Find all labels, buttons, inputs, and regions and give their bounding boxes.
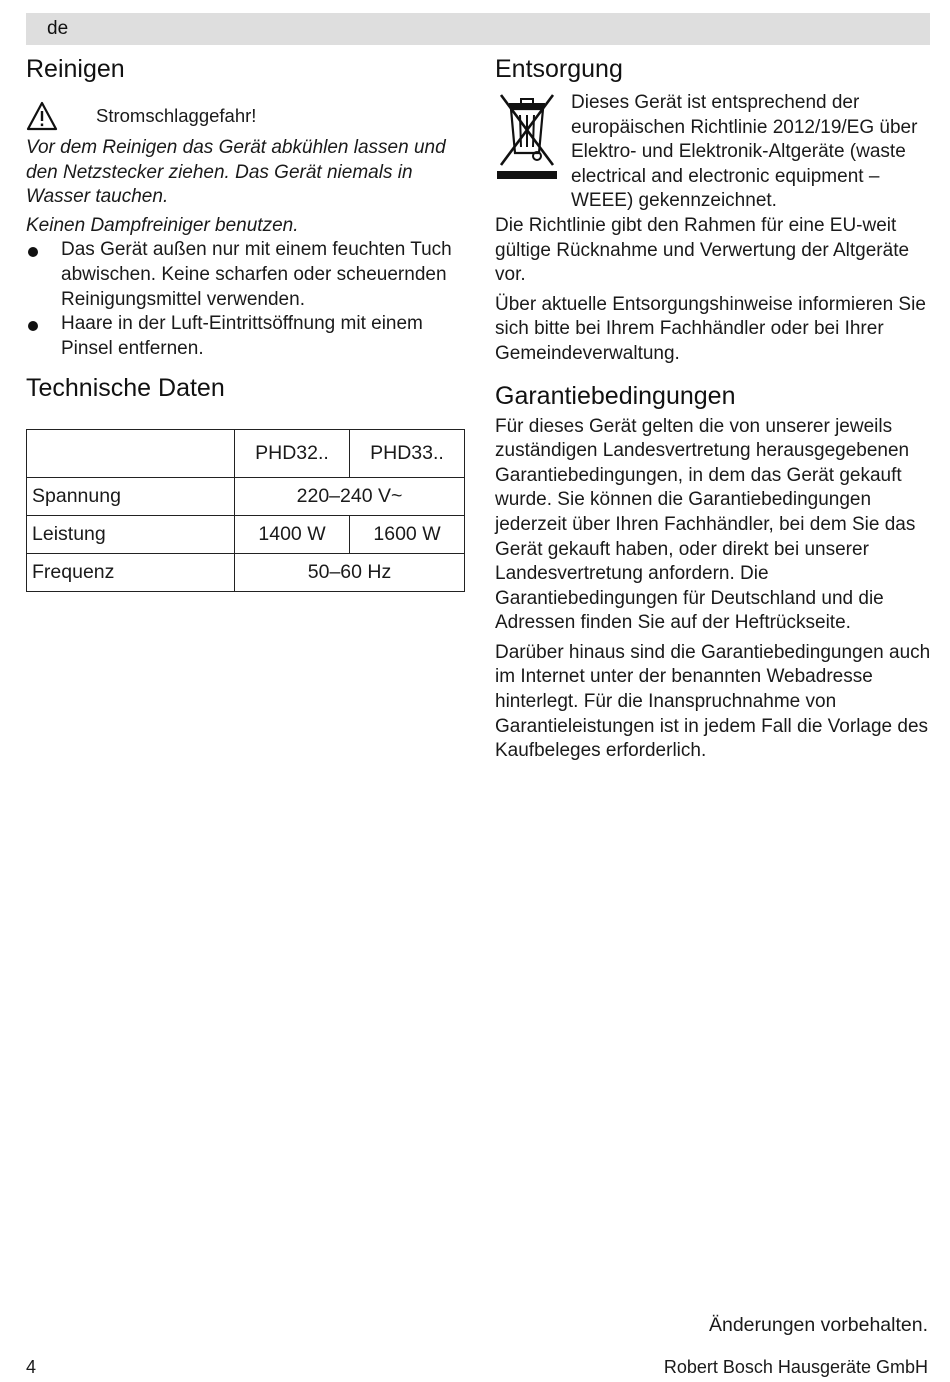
row-label: Spannung <box>27 478 235 516</box>
table-row <box>27 516 465 554</box>
tech-data-table <box>26 429 465 592</box>
language-code: de <box>47 18 69 39</box>
warning-row <box>26 100 466 132</box>
warning-triangle-icon <box>26 101 58 131</box>
warning-label: Stromschlaggefahr! <box>96 105 257 126</box>
right-column <box>495 52 931 764</box>
weee-block <box>495 91 931 214</box>
cell-value: 220–240 V~ <box>235 478 465 516</box>
left-column <box>26 52 466 592</box>
model-header: PHD33.. <box>350 430 465 478</box>
tech-data-heading: Technische Daten <box>26 374 225 403</box>
warranty-paragraph-2: Darüber hinaus sind die Garantiebedingungen auch im Internet unter der benannten Webadresse hinterlegt. Für die Inanspruchnahme von Garantieleistungen ist in jedem Fall die Vorlage des Kaufbeleges erforderlich. <box>495 641 931 762</box>
model-header: PHD32.. <box>235 430 350 478</box>
table-header-row <box>27 430 465 478</box>
cell-value: 50–60 Hz <box>235 554 465 592</box>
row-label: Leistung <box>27 516 235 554</box>
crossed-out-wheelie-bin-icon <box>495 91 559 183</box>
cell-value: 1400 W <box>235 516 350 554</box>
company-name: Robert Bosch Hausgeräte GmbH <box>663 1357 928 1377</box>
weee-text: Dieses Gerät ist entsprechend der europäischen Richtlinie 2012/19/EG über Elektro- und Elektronik-Altgeräte (waste electrical and electronic equipment – WEEE) gekennzeichnet. <box>571 92 918 212</box>
table-row <box>27 554 465 592</box>
cell-value: 1600 W <box>350 516 465 554</box>
disposal-info-text: Über aktuelle Entsorgungshinweise informieren Sie sich bitte bei Ihrem Fachhändler oder bei Ihrer Gemeindeverwaltung. <box>495 293 926 364</box>
table-corner-cell <box>27 430 235 478</box>
warranty-heading: Garantiebedingungen <box>495 381 736 410</box>
steam-cleaner-note: Keinen Dampfreiniger benutzen. <box>26 214 299 236</box>
list-item: Haare in der Luft-Eintrittsöffnung mit einem Pinsel entfernen. <box>26 312 466 361</box>
language-bar <box>26 13 930 45</box>
warranty-paragraph-1: Für dieses Gerät gelten die von unserer jeweils zuständigen Landesvertretung herausgegebenen Garantiebedingungen, in dem das Gerät gekauft wurde. Sie können die Garantiebedingungen jederzeit über Ihren Fachhändler, bei dem Sie das Gerät gekauft haben, oder direkt bei unserer Landesvertretung anfordern. Die Garantiebedingungen für Deutschland und die Adressen finden Sie auf der Heftrückseite. <box>495 415 916 634</box>
cleaning-list <box>26 238 466 361</box>
directive-text: Die Richtlinie gibt den Rahmen für eine EU-weit gültige Rücknahme und Verwertung der Altgeräte vor. <box>495 214 910 286</box>
warning-text: Vor dem Reinigen das Gerät abkühlen lassen und den Netzstecker ziehen. Das Gerät niemals in Wasser tauchen. <box>26 137 446 208</box>
list-item: Das Gerät außen nur mit einem feuchten Tuch abwischen. Keine scharfen oder scheuernden Reinigungsmittel verwenden. <box>26 238 466 312</box>
table-row <box>27 478 465 516</box>
disposal-heading: Entsorgung <box>495 55 623 83</box>
cleaning-heading: Reinigen <box>26 55 125 83</box>
row-label: Frequenz <box>27 554 235 592</box>
changes-note: Änderungen vorbehalten. <box>708 1314 928 1336</box>
page-number: 4 <box>26 1357 37 1377</box>
